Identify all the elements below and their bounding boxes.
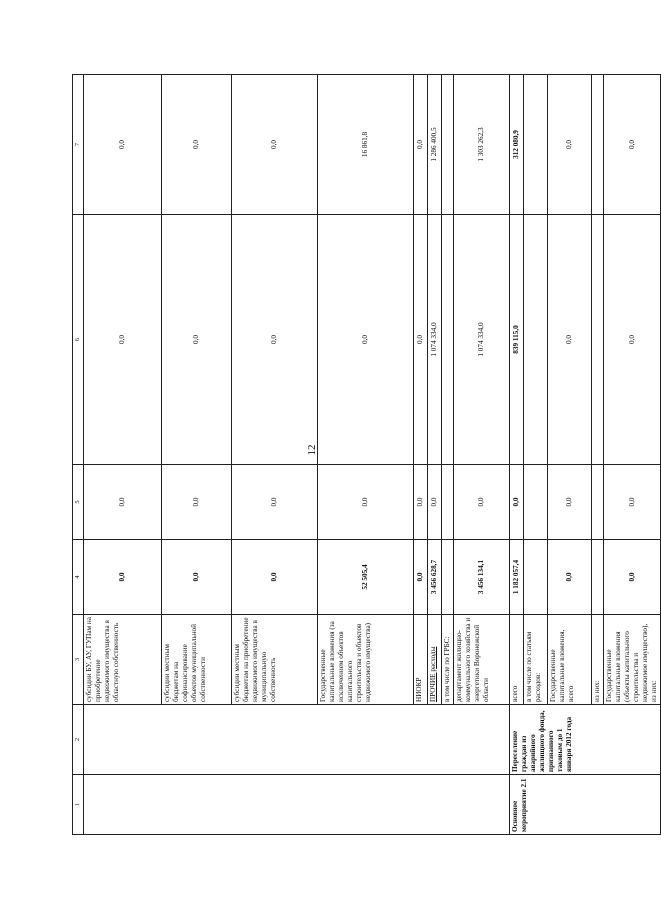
column-header: 4 [73, 540, 84, 615]
empty-activity-cell [84, 775, 510, 835]
column-header: 1 [73, 775, 84, 835]
value-cell: 0,0 [548, 465, 592, 540]
value-cell: 0,0 [162, 215, 232, 465]
value-cell [592, 215, 604, 465]
value-cell: 0,0 [162, 540, 232, 615]
item-name-cell: Государственные капитальные вложения (за исключением объектов капитального строительства и объектов недвижимого имущества) [318, 615, 414, 705]
value-cell [442, 465, 454, 540]
value-cell: 1 074 334,0 [428, 215, 442, 465]
value-cell [442, 540, 454, 615]
column-header: 6 [73, 215, 84, 465]
item-name-cell: в том числе по ГРБС: [442, 615, 454, 705]
value-cell: 0,0 [84, 540, 162, 615]
activity-cell: Основное мероприятие 2.1 [510, 775, 661, 835]
item-name-cell: ПРОЧИЕ расходы [428, 615, 442, 705]
value-cell: 0,0 [414, 75, 428, 215]
value-cell: 1 074 334,0 [454, 215, 510, 465]
item-name-cell: НИОКР [414, 615, 428, 705]
value-cell [524, 75, 548, 215]
table-row [510, 75, 524, 835]
empty-measure-cell [84, 705, 510, 775]
value-cell: 1 182 057,4 [510, 540, 524, 615]
value-cell: 0,0 [548, 215, 592, 465]
column-header: 7 [73, 75, 84, 215]
value-cell [524, 215, 548, 465]
value-cell [592, 465, 604, 540]
measure-cell: Переселение граждан из аварийного жилищного фонда, признанного таковым до 1 января 2012 года [510, 705, 661, 775]
item-name-cell: субсидии БУ, АУ, ГУПам на приобретение недвижимого имущества в областную собственность [84, 615, 162, 705]
value-cell: 1 303 262,3 [454, 75, 510, 215]
value-cell: 52 505,4 [318, 540, 414, 615]
page-number: 12 [306, 444, 318, 456]
column-header: 3 [73, 615, 84, 705]
value-cell: 0,0 [604, 540, 661, 615]
value-cell: 0,0 [232, 75, 318, 215]
item-name-cell: в том числе по статьям расходов: [524, 615, 548, 705]
value-cell: 0,0 [232, 465, 318, 540]
budget-table [72, 74, 661, 835]
item-name-cell: Государственные капитальные вложения, всего [548, 615, 592, 705]
item-name-cell: субсидии местным бюджетам на приобретение недвижимого имущества в муниципальную собственность [232, 615, 318, 705]
item-name-cell: всего [510, 615, 524, 705]
value-cell: 0,0 [318, 465, 414, 540]
value-cell [442, 75, 454, 215]
value-cell [592, 75, 604, 215]
item-name-cell: Государственные капитальные вложения (объекты капитального строительства и недвижимое имущество), из них: [604, 615, 661, 705]
value-cell: 0,0 [318, 215, 414, 465]
value-cell: 0,0 [510, 465, 524, 540]
value-cell: 839 115,0 [510, 215, 524, 465]
item-name-cell: департамент жилищно-коммунального хозяйства и энергетики Воронежской области [454, 615, 510, 705]
value-cell: 0,0 [414, 215, 428, 465]
column-number-row [73, 75, 84, 835]
value-cell: 0,0 [454, 465, 510, 540]
value-cell: 0,0 [84, 465, 162, 540]
value-cell: 0,0 [414, 540, 428, 615]
value-cell [524, 540, 548, 615]
value-cell: 16 861,8 [318, 75, 414, 215]
value-cell: 0,0 [414, 465, 428, 540]
value-cell [592, 540, 604, 615]
value-cell: 0,0 [232, 215, 318, 465]
value-cell [442, 215, 454, 465]
column-header: 5 [73, 465, 84, 540]
value-cell: 0,0 [548, 540, 592, 615]
value-cell: 0,0 [604, 75, 661, 215]
value-cell: 1 286 400,5 [428, 75, 442, 215]
table-row [84, 75, 162, 835]
value-cell: 3 456 134,1 [454, 540, 510, 615]
column-header: 2 [73, 705, 84, 775]
value-cell: 0,0 [84, 75, 162, 215]
value-cell: 0,0 [604, 465, 661, 540]
value-cell: 0,0 [84, 215, 162, 465]
value-cell: 0,0 [162, 75, 232, 215]
value-cell: 3 456 628,7 [428, 540, 442, 615]
item-name-cell: из них: [592, 615, 604, 705]
value-cell: 0,0 [162, 465, 232, 540]
value-cell: 0,0 [232, 540, 318, 615]
value-cell: 0,0 [604, 215, 661, 465]
value-cell: 0,0 [428, 465, 442, 540]
item-name-cell: субсидии местным бюджетам на софинансирование объектов муниципальной собственности [162, 615, 232, 705]
value-cell: 312 080,9 [510, 75, 524, 215]
value-cell [524, 465, 548, 540]
value-cell: 0,0 [548, 75, 592, 215]
rotated-table-container [72, 75, 658, 835]
